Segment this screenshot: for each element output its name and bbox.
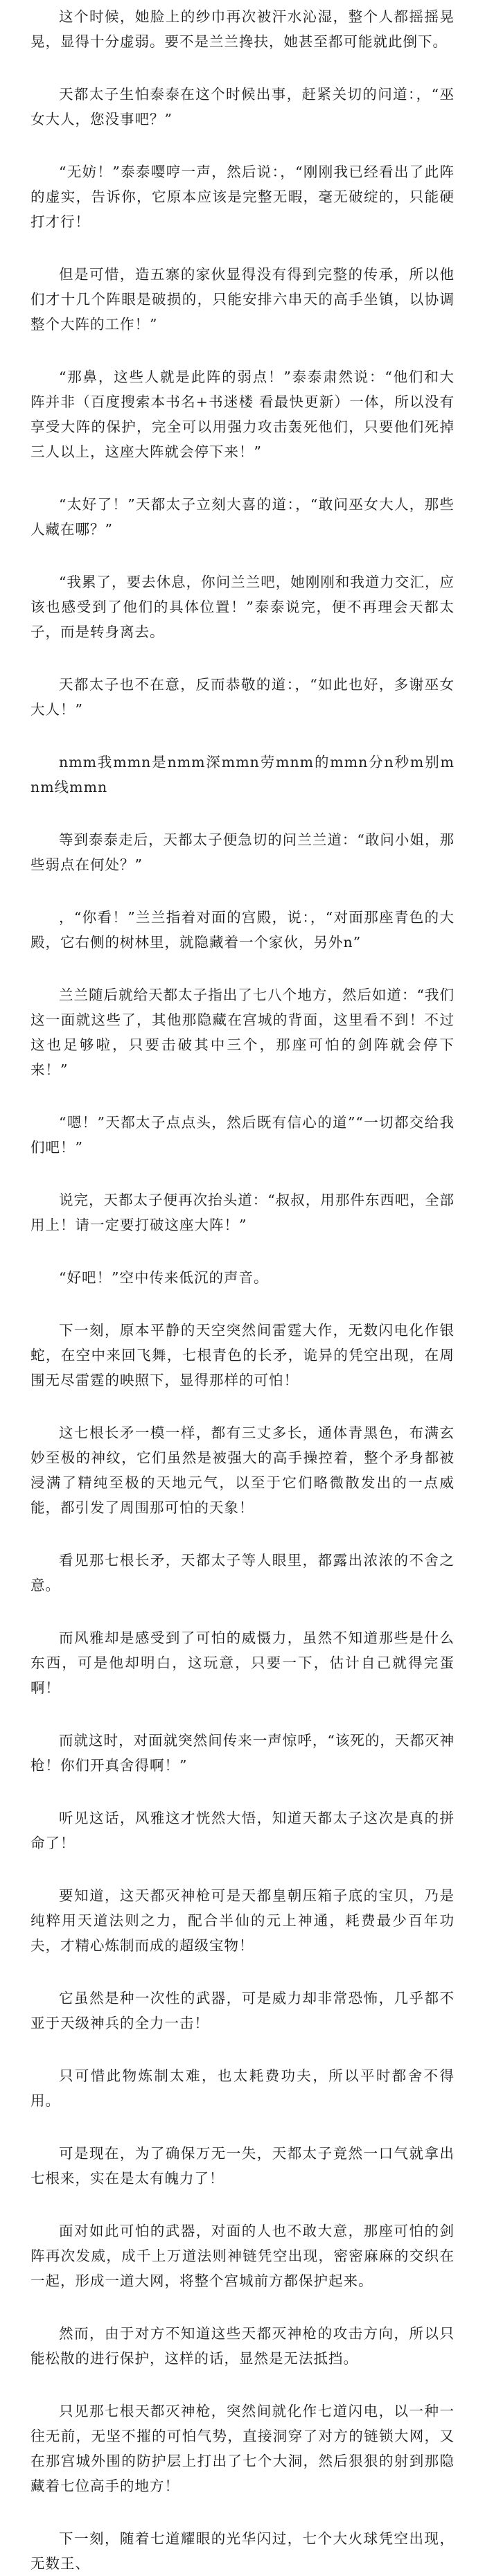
paragraph: 等到泰泰走后，天都太子便急切的问兰兰道：“敢问小姐，那些弱点在何处？” xyxy=(30,831,455,873)
paragraph: “我累了，要去休息，你问兰兰吧，她刚刚和我道力交汇，应该也感受到了他们的具体位置！”泰泰说完，便不再理会天都太子，而是转身离去。 xyxy=(30,574,455,640)
paragraph: 要知道，这天都灭神枪可是天都皇朝压箱子底的宝贝，乃是纯粹用天道法则之力，配合半仙的元上神通，耗费最少百年功夫，才精心炼制而成的超级宝物！ xyxy=(30,1887,455,1954)
paragraph: 可是现在，为了确保万无一失，天都太子竟然一口气就拿出七根来，实在是太有魄力了！ xyxy=(30,2145,455,2187)
paragraph: 天都太子生怕泰泰在这个时候出事，赶紧关切的问道：，“巫女大人，您没事吧？” xyxy=(30,86,455,127)
paragraph: 面对如此可怕的武器，对面的人也不敢大意，那座可怕的剑阵再次发威，成千上万道法则神链凭空出现，密密麻麻的交织在一起，形成一道大网，将整个宫城前方都保护起来。 xyxy=(30,2223,455,2289)
paragraph: 下一刻，原本平静的天空突然间雷霆大作，无数闪电化作银蛇，在空中来回飞舞，七根青色的长矛，诡异的凭空出现，在周围无尽雷霆的映照下，显得那样的可怕！ xyxy=(30,1322,455,1388)
paragraph: ，“你看！”兰兰指着对面的宫殿，说：，“对面那座青色的大殿，它右侧的树林里，就隐藏着一个家伙，另外n” xyxy=(30,909,455,951)
paragraph: 兰兰随后就给天都太子指出了七八个地方，然后如道：“我们这一面就这些了，其他那隐藏在宫城的背面，这里看不到！不过这也足够啦，只要击破其中三个，那座可怕的剑阵就会停下来！” xyxy=(30,987,455,1078)
garbled-paragraph: nmm我mmn是nmm深mmn劳mnm的mmn分n秒m别mnm线mmn xyxy=(30,754,455,795)
paragraph: 而就这时，对面就突然间传来一声惊呼，“该死的，天都灭神枪！你们开真舍得啊！” xyxy=(30,1732,455,1774)
paragraph: “好吧！”空中传来低沉的声音。 xyxy=(59,1269,269,1286)
paragraph: 它虽然是种一次性的武器，可是威力却非常恐怖，几乎都不亚于天级神兵的全力一击！ xyxy=(30,1990,455,2031)
paragraph: “无妨！”泰泰嘤哼一声，然后说：，“刚刚我已经看出了此阵的虚实，告诉你，它原本应该是完整无暇，毫无破绽的，只能硬打才行！ xyxy=(30,164,455,230)
paragraph: 但是可惜，造五寨的家伙显得没有得到完整的传承，所以他们才十几个阵眼是破损的，只能安排六串天的高手坐镇，以协调整个大阵的工作！” xyxy=(30,266,455,333)
paragraph: 这个时候，她脸上的纱巾再次被汗水沁湿，整个人都摇摇晃晃，显得十分虚弱。要不是兰兰搀扶，她甚至都可能就此倒下。 xyxy=(30,8,455,50)
paragraph: 下一刻，随着七道耀眼的光华闪过，七个大火球凭空出现，无数王、 xyxy=(30,2530,455,2572)
paragraph: “那鼻，这些人就是此阵的弱点！”泰泰肃然说：“他们和大阵并非（百度搜索本书名+书迷楼 看最快更新）一体，所以没有享受大阵的保护，完全可以用强力攻击轰死他们，只要他们死掉三人以上，这座大阵就会停下来！” xyxy=(30,369,455,460)
paragraph: 说完，天都太子便再次抬头道：“叔叔，用那件东西吧，全部用上！请一定要打破这座大阵！” xyxy=(30,1192,455,1233)
paragraph: 天都太子也不在意，反而恭敬的道：，“如此也好，多谢巫女大人！” xyxy=(30,676,455,718)
paragraph: 而风雅却是感受到了可怕的威慑力，虽然不知道那些是什么东西，可是他却明白，这玩意，只要一下，估计自己就得完蛋啊！ xyxy=(30,1630,455,1696)
paragraph: 只见那七根天都灭神枪，突然间就化作七道闪电，以一种一往无前，无坚不摧的可怕气势，直接洞穿了对方的链锁大网，又在那宫城外围的防护层上打出了七个大洞，然后狠狠的射到那隐藏着七位高手的地方！ xyxy=(30,2403,455,2494)
paragraph: 看见那七根长矛，天都太子等人眼里，都露出浓浓的不舍之意。 xyxy=(30,1552,455,1594)
paragraph: “嗯！”天都太子点点头，然后既有信心的道”“一切都交给我们吧！” xyxy=(30,1114,455,1156)
paragraph: 然而，由于对方不知道这些天都灭神枪的攻击方向，所以只能松散的进行保护，这样的话，显然是无法抵挡。 xyxy=(30,2325,455,2367)
paragraph: “太好了！”天都太子立刻大喜的道：，“敢问巫女大人，那些人藏在哪？” xyxy=(30,496,455,538)
paragraph: 只可惜此物炼制太难，也太耗费功夫，所以平时都舍不得用。 xyxy=(30,2067,455,2109)
paragraph: 听见这话，风雅这才恍然大悟，知道天都太子这次是真的拼命了！ xyxy=(30,1810,455,1851)
paragraph: 这七根长矛一模一样，都有三丈多长，通体青黑色，布满玄妙至极的神纹，它们虽然是被强大的高手操控着，整个矛身都被浸满了精纯至极的天地元气，以至于它们略微散发出的一点威能，都引发了周围那可怕的天象！ xyxy=(30,1424,455,1516)
